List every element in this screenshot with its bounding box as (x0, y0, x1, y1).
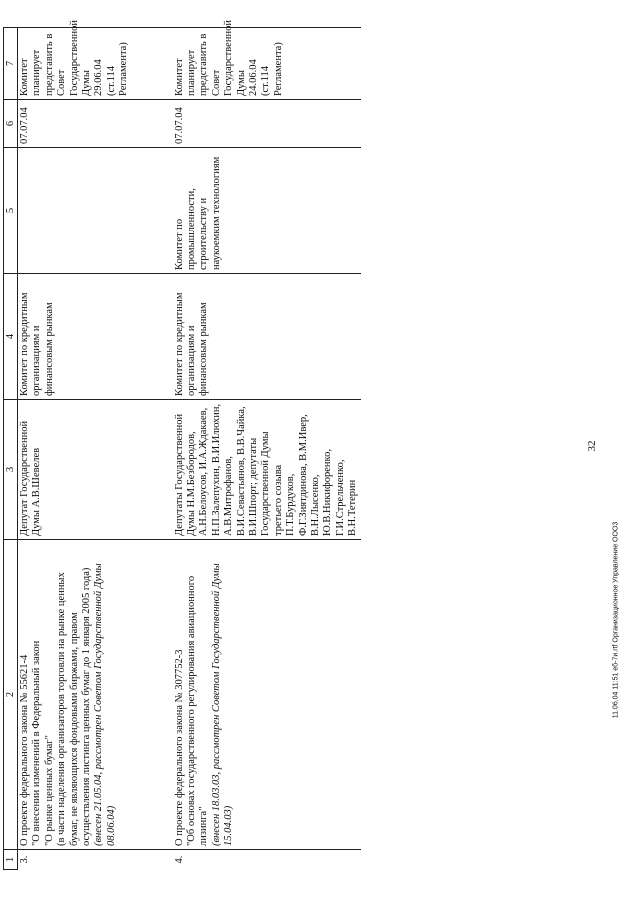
table-row (18, 28, 173, 870)
row-number: 3. (18, 850, 173, 870)
bill-title-line: (в части наделения организаторов торговли на рынке ценных бумаг, не являющихся фондовыми биржами, правом осуществления листинга ценных бумаг до 1 января 2005 года) (56, 567, 93, 846)
bill-note: (внесен 21.05.04, рассмотрен Советом Государственной Думы 08.06.04) (93, 563, 117, 846)
row-number: 4. (173, 850, 361, 870)
initiator-cell: Депутат Государственной Думы А.В.Шевелев (18, 400, 173, 540)
column-number-row (4, 28, 18, 870)
column-number: 5 (4, 148, 18, 274)
note-cell: Комитет планирует представить в Совет Государственной Думы 24.06.04 (ст.114 Регламента) (173, 28, 361, 100)
bill-note: (внесен 18.03.03, рассмотрен Советом Государственной Думы 15.04.03) (210, 563, 235, 846)
date-cell: 07.07.04 (173, 100, 361, 148)
date-cell: 07.07.04 (18, 100, 173, 148)
bill-title-line: "О рынке ценных бумаг" (43, 735, 55, 846)
bill-title-line: О проекте федерального закона № 307752-3 (173, 649, 185, 846)
footer-text: 11.06.04 11:51 еб-7и.rtf Организационное Управление ООО3 (612, 521, 620, 719)
co-executor-cell (18, 148, 173, 274)
column-number: 1 (4, 850, 18, 870)
page-number: 32 (586, 440, 598, 452)
bill-title-line: "О внесении изменений в Федеральный закон (31, 640, 43, 846)
co-executor-cell: Комитет по промышленности, строительству и наукоемким технологиям (173, 148, 361, 274)
bill-title-cell (173, 540, 361, 850)
column-number: 7 (4, 28, 18, 100)
note-cell: Комитет планирует представить в Совет Государственной Думы 29.06.04 (ст.114 Регламента) (18, 28, 173, 100)
bill-title-cell (18, 540, 173, 850)
rotated-page-content (3, 10, 563, 870)
initiator-cell: Депутаты Государственной Думы Н.М.Безбородов, А.Н.Белоусов, И.А.Ждакаев, Н.П.Залепухин, В.И.Илюхин, А.В.Митрофанов, В.И.Севастьянов, В.В.Чайка, В.И.Шпорт; депутаты Государственной Думы третьего созыва П.Т.Бурдуков, Ф.Г.Зиятдинова, В.М.Ивер, В.Н.Лысенко, Ю.В.Никифоренко, Г.И.Стрельченко, В.Н.Тетерин (173, 400, 361, 540)
column-number: 2 (4, 540, 18, 850)
bill-title-line: "Об основах государственного регулирования авиационного лизинга" (185, 575, 210, 846)
column-number: 3 (4, 400, 18, 540)
bill-title-line: О проекте федерального закона № 55621-4 (19, 654, 30, 846)
committee-cell: Комитет по кредитным организациям и финансовым рынкам (18, 274, 173, 400)
committee-cell: Комитет по кредитным организациям и финансовым рынкам (173, 274, 361, 400)
table-row (173, 28, 361, 870)
column-number: 6 (4, 100, 18, 148)
agenda-table (3, 20, 361, 870)
column-number: 4 (4, 274, 18, 400)
